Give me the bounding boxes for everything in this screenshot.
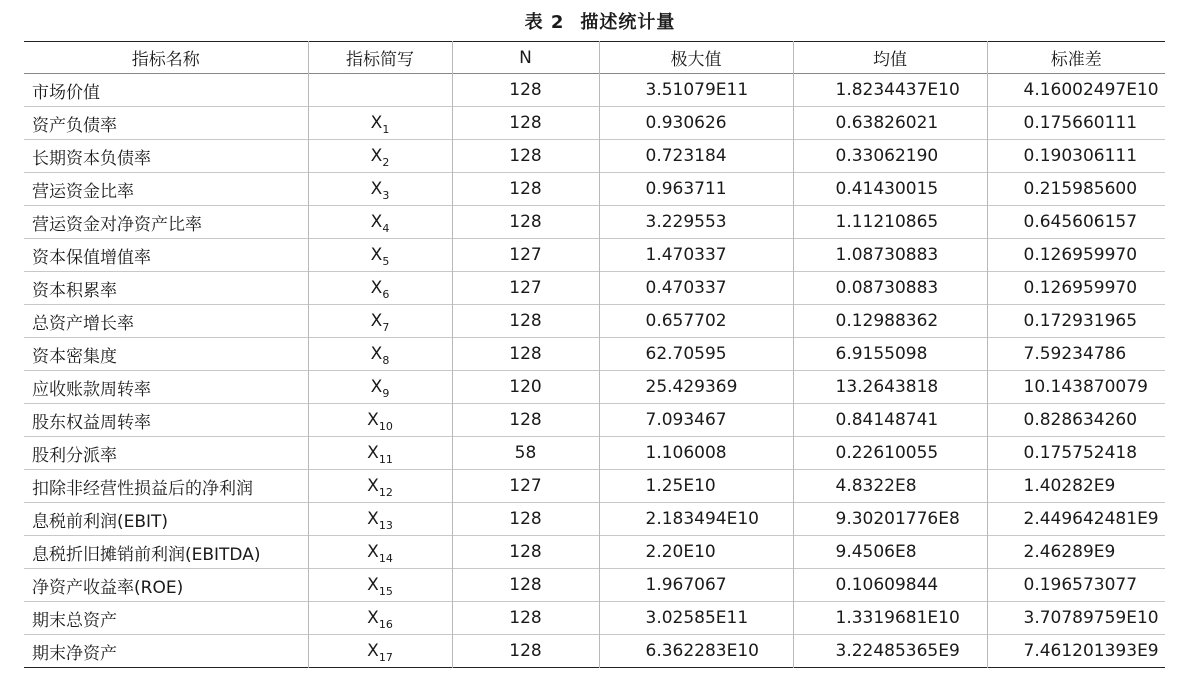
cell-indicator-name: 资产负债率 — [24, 107, 308, 140]
abbr-symbol: X — [367, 476, 379, 496]
table-row — [24, 602, 1165, 635]
cell-max: 3.229553 — [599, 206, 793, 239]
cell-indicator-name: 营运资金比率 — [24, 173, 308, 206]
cell-indicator-name: 净资产收益率(ROE) — [24, 569, 308, 602]
cell-std: 1.40282E9 — [987, 470, 1165, 503]
abbr-symbol: X — [367, 608, 379, 628]
abbr-subscript: 2 — [382, 156, 390, 169]
abbr-subscript: 7 — [382, 321, 390, 334]
cell-std: 3.70789759E10 — [987, 602, 1165, 635]
cell-indicator-name: 股东权益周转率 — [24, 404, 308, 437]
cell-mean: 6.9155098 — [793, 338, 987, 371]
table-row — [24, 173, 1165, 206]
abbr-symbol: X — [370, 278, 383, 298]
cell-n: 128 — [452, 305, 599, 338]
abbr-subscript: 15 — [378, 585, 393, 598]
header-n: N — [452, 42, 599, 74]
cell-mean: 1.8234437E10 — [793, 74, 987, 107]
cell-max: 0.930626 — [599, 107, 793, 140]
header-mean: 均值 — [793, 42, 987, 74]
header-indicator-abbr: 指标简写 — [308, 42, 452, 74]
cell-n: 120 — [452, 371, 599, 404]
table-row — [24, 107, 1165, 140]
cell-max: 0.723184 — [599, 140, 793, 173]
cell-n: 128 — [452, 206, 599, 239]
abbr-subscript: 13 — [378, 519, 393, 532]
abbr-symbol: X — [370, 179, 383, 199]
abbr-symbol: X — [367, 542, 379, 562]
cell-max: 0.963711 — [599, 173, 793, 206]
abbr-subscript: 11 — [378, 453, 393, 466]
cell-n: 127 — [452, 272, 599, 305]
cell-std: 10.143870079 — [987, 371, 1165, 404]
abbr-subscript: 6 — [382, 288, 390, 301]
cell-n: 127 — [452, 470, 599, 503]
cell-indicator-name: 扣除非经营性损益后的净利润 — [24, 470, 308, 503]
abbr-subscript: 9 — [382, 387, 390, 400]
header-std: 标准差 — [987, 42, 1165, 74]
table-row — [24, 437, 1165, 470]
header-row — [24, 42, 1165, 74]
cell-max: 62.70595 — [599, 338, 793, 371]
cell-indicator-name: 息税折旧摊销前利润(EBITDA) — [24, 536, 308, 569]
cell-mean: 0.41430015 — [793, 173, 987, 206]
cell-indicator-abbr — [308, 371, 452, 404]
cell-std: 0.172931965 — [987, 305, 1165, 338]
cell-mean: 4.8322E8 — [793, 470, 987, 503]
cell-n: 128 — [452, 569, 599, 602]
cell-indicator-name: 资本密集度 — [24, 338, 308, 371]
cell-indicator-abbr — [308, 272, 452, 305]
cell-indicator-name: 息税前利润(EBIT) — [24, 503, 308, 536]
cell-std: 2.449642481E9 — [987, 503, 1165, 536]
cell-mean: 1.3319681E10 — [793, 602, 987, 635]
table-row — [24, 635, 1165, 668]
abbr-symbol: X — [370, 212, 383, 232]
table-row — [24, 140, 1165, 173]
abbr-symbol: X — [370, 377, 383, 397]
cell-n: 128 — [452, 635, 599, 668]
abbr-subscript: 3 — [382, 189, 390, 202]
cell-indicator-abbr — [308, 635, 452, 668]
table-row — [24, 272, 1165, 305]
table-row — [24, 569, 1165, 602]
cell-indicator-abbr — [308, 305, 452, 338]
abbr-subscript: 16 — [378, 618, 393, 631]
cell-max: 1.25E10 — [599, 470, 793, 503]
cell-mean: 0.08730883 — [793, 272, 987, 305]
table-row — [24, 371, 1165, 404]
cell-indicator-abbr — [308, 74, 452, 107]
abbr-symbol: X — [367, 410, 379, 430]
abbr-subscript: 5 — [382, 255, 390, 268]
table-row — [24, 74, 1165, 107]
caption-number: 表 2 — [524, 12, 565, 33]
cell-mean: 0.63826021 — [793, 107, 987, 140]
table-row — [24, 338, 1165, 371]
cell-indicator-name: 市场价值 — [24, 74, 308, 107]
cell-std: 0.196573077 — [987, 569, 1165, 602]
table-row — [24, 503, 1165, 536]
abbr-subscript: 1 — [382, 123, 390, 136]
cell-indicator-abbr — [308, 569, 452, 602]
cell-mean: 0.84148741 — [793, 404, 987, 437]
cell-indicator-name: 长期资本负债率 — [24, 140, 308, 173]
statistics-table — [24, 41, 1165, 668]
cell-n: 127 — [452, 239, 599, 272]
cell-mean: 0.33062190 — [793, 140, 987, 173]
abbr-symbol: X — [370, 245, 383, 265]
cell-mean: 0.10609844 — [793, 569, 987, 602]
abbr-symbol: X — [370, 344, 383, 364]
cell-n: 128 — [452, 140, 599, 173]
abbr-symbol: X — [367, 575, 379, 595]
cell-indicator-name: 总资产增长率 — [24, 305, 308, 338]
header-indicator-name: 指标名称 — [24, 42, 308, 74]
abbr-symbol: X — [370, 113, 383, 133]
table-row — [24, 536, 1165, 569]
cell-std: 7.461201393E9 — [987, 635, 1165, 668]
abbr-subscript: 8 — [382, 354, 390, 367]
table-caption — [0, 8, 1200, 34]
abbr-symbol: X — [367, 443, 379, 463]
cell-std: 0.126959970 — [987, 239, 1165, 272]
cell-n: 128 — [452, 536, 599, 569]
cell-mean: 13.2643818 — [793, 371, 987, 404]
cell-std: 2.46289E9 — [987, 536, 1165, 569]
cell-max: 3.02585E11 — [599, 602, 793, 635]
cell-indicator-name: 资本保值增值率 — [24, 239, 308, 272]
cell-indicator-abbr — [308, 239, 452, 272]
cell-indicator-name: 期末总资产 — [24, 602, 308, 635]
cell-indicator-name: 营运资金对净资产比率 — [24, 206, 308, 239]
cell-mean: 9.4506E8 — [793, 536, 987, 569]
cell-n: 128 — [452, 503, 599, 536]
abbr-symbol: X — [370, 311, 383, 331]
cell-indicator-abbr — [308, 107, 452, 140]
cell-indicator-abbr — [308, 536, 452, 569]
cell-mean: 0.22610055 — [793, 437, 987, 470]
cell-std: 7.59234786 — [987, 338, 1165, 371]
cell-n: 128 — [452, 107, 599, 140]
cell-n: 128 — [452, 602, 599, 635]
cell-std: 0.126959970 — [987, 272, 1165, 305]
cell-indicator-abbr — [308, 503, 452, 536]
cell-indicator-abbr — [308, 173, 452, 206]
cell-max: 25.429369 — [599, 371, 793, 404]
cell-indicator-abbr — [308, 140, 452, 173]
table-row — [24, 404, 1165, 437]
header-max: 极大值 — [599, 42, 793, 74]
cell-n: 128 — [452, 74, 599, 107]
table-row — [24, 305, 1165, 338]
cell-indicator-name: 资本积累率 — [24, 272, 308, 305]
cell-indicator-abbr — [308, 470, 452, 503]
cell-max: 2.20E10 — [599, 536, 793, 569]
cell-n: 128 — [452, 338, 599, 371]
cell-n: 128 — [452, 173, 599, 206]
table-row — [24, 239, 1165, 272]
cell-mean: 9.30201776E8 — [793, 503, 987, 536]
cell-std: 0.190306111 — [987, 140, 1165, 173]
cell-indicator-abbr — [308, 206, 452, 239]
cell-max: 1.967067 — [599, 569, 793, 602]
cell-max: 3.51079E11 — [599, 74, 793, 107]
cell-indicator-abbr — [308, 404, 452, 437]
table-row — [24, 206, 1165, 239]
abbr-symbol: X — [367, 509, 379, 529]
cell-max: 2.183494E10 — [599, 503, 793, 536]
table-row — [24, 470, 1165, 503]
cell-max: 6.362283E10 — [599, 635, 793, 668]
cell-max: 1.470337 — [599, 239, 793, 272]
cell-mean: 0.12988362 — [793, 305, 987, 338]
cell-indicator-name: 应收账款周转率 — [24, 371, 308, 404]
cell-std: 0.215985600 — [987, 173, 1165, 206]
cell-n: 58 — [452, 437, 599, 470]
cell-indicator-abbr — [308, 338, 452, 371]
cell-std: 0.828634260 — [987, 404, 1165, 437]
abbr-subscript: 12 — [378, 486, 393, 499]
cell-indicator-name: 期末净资产 — [24, 635, 308, 668]
abbr-symbol: X — [370, 146, 383, 166]
cell-mean: 3.22485365E9 — [793, 635, 987, 668]
cell-max: 0.657702 — [599, 305, 793, 338]
cell-max: 7.093467 — [599, 404, 793, 437]
cell-indicator-abbr — [308, 602, 452, 635]
abbr-subscript: 10 — [378, 420, 393, 433]
abbr-symbol: X — [367, 641, 379, 661]
cell-std: 0.175752418 — [987, 437, 1165, 470]
cell-indicator-abbr — [308, 437, 452, 470]
cell-max: 0.470337 — [599, 272, 793, 305]
cell-std: 0.645606157 — [987, 206, 1165, 239]
cell-std: 0.175660111 — [987, 107, 1165, 140]
caption-text: 描述统计量 — [580, 12, 676, 33]
abbr-subscript: 14 — [378, 552, 393, 565]
abbr-subscript: 17 — [378, 651, 393, 664]
cell-max: 1.106008 — [599, 437, 793, 470]
cell-mean: 1.08730883 — [793, 239, 987, 272]
cell-n: 128 — [452, 404, 599, 437]
cell-std: 4.16002497E10 — [987, 74, 1165, 107]
cell-indicator-name: 股利分派率 — [24, 437, 308, 470]
cell-mean: 1.11210865 — [793, 206, 987, 239]
abbr-subscript: 4 — [382, 222, 390, 235]
